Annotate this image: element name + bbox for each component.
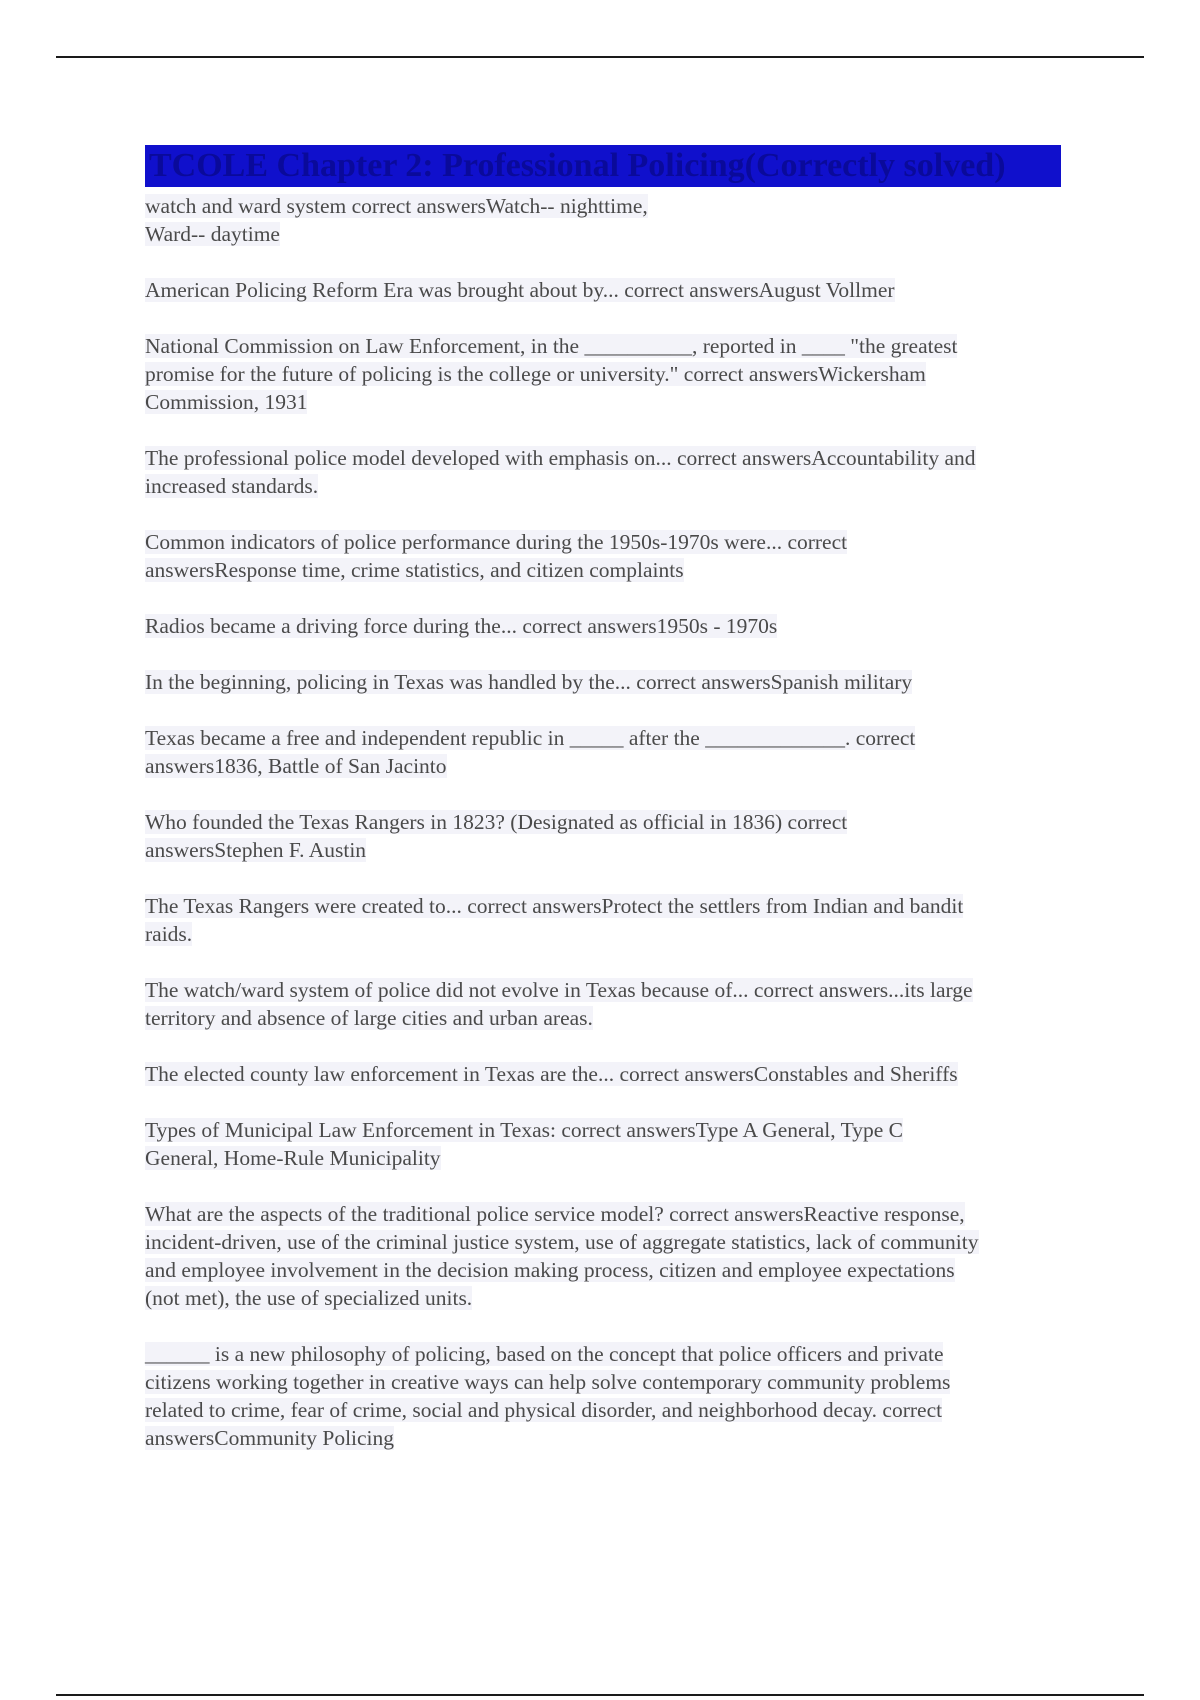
entry-line: answersCommunity Policing: [145, 1426, 395, 1450]
qa-entry: [145, 1340, 1085, 1452]
qa-entry: [145, 724, 1085, 780]
entry-line: ______ is a new philosophy of policing, based on the concept that police officers and private: [145, 1342, 944, 1366]
entry-line: territory and absence of large cities and urban areas.: [145, 1006, 593, 1030]
entry-line: The elected county law enforcement in Texas are the... correct answersConstables and Sheriffs: [145, 1062, 958, 1086]
qa-entry: [145, 528, 1085, 584]
document-title: TCOLE Chapter 2: Professional Policing(Correctly solved): [145, 145, 1061, 187]
qa-entry: [145, 192, 1085, 248]
entry-line: Commission, 1931: [145, 390, 308, 414]
qa-entry: [145, 612, 1085, 640]
entry-line: citizens working together in creative ways can help solve contemporary community problems: [145, 1370, 951, 1394]
entry-line: In the beginning, policing in Texas was handled by the... correct answersSpanish military: [145, 670, 913, 694]
entry-line: Types of Municipal Law Enforcement in Texas: correct answersType A General, Type C: [145, 1118, 903, 1142]
entry-line: incident-driven, use of the criminal justice system, use of aggregate statistics, lack of community: [145, 1230, 979, 1254]
entry-line: raids.: [145, 922, 193, 946]
qa-entry: [145, 976, 1085, 1032]
entry-line: promise for the future of policing is the college or university." correct answersWickersham: [145, 362, 926, 386]
entry-line: General, Home-Rule Municipality: [145, 1146, 441, 1170]
entry-line: answersResponse time, crime statistics, and citizen complaints: [145, 558, 684, 582]
qa-entry: [145, 1116, 1085, 1172]
entry-line: The professional police model developed with emphasis on... correct answersAccountability and: [145, 446, 976, 470]
entry-line: What are the aspects of the traditional police service model? correct answersReactive response,: [145, 1202, 965, 1226]
entry-line: Who founded the Texas Rangers in 1823? (Designated as official in 1836) correct: [145, 810, 848, 834]
qa-entry: [145, 444, 1085, 500]
qa-entry: [145, 668, 1085, 696]
entry-line: increased standards.: [145, 474, 319, 498]
entry-line: Common indicators of police performance during the 1950s-1970s were... correct: [145, 530, 848, 554]
entry-line: watch and ward system correct answersWatch-- nighttime,: [145, 194, 648, 218]
qa-entry: [145, 332, 1085, 416]
entry-line: American Policing Reform Era was brought about by... correct answersAugust Vollmer: [145, 278, 895, 302]
entry-line: and employee involvement in the decision making process, citizen and employee expectations: [145, 1258, 955, 1282]
qa-entry: [145, 808, 1085, 864]
entry-line: Radios became a driving force during the... correct answers1950s - 1970s: [145, 614, 778, 638]
entry-line: National Commission on Law Enforcement, in the __________, reported in ____ "the greatest: [145, 334, 958, 358]
bottom-rule: [56, 1694, 1144, 1696]
top-rule: [56, 56, 1144, 58]
entry-line: related to crime, fear of crime, social and physical disorder, and neighborhood decay. correct: [145, 1398, 943, 1422]
entry-line: answersStephen F. Austin: [145, 838, 367, 862]
entry-line: The watch/ward system of police did not evolve in Texas because of... correct answers...its large: [145, 978, 973, 1002]
qa-entry: [145, 276, 1085, 304]
qa-entry: [145, 892, 1085, 948]
entry-line: Texas became a free and independent republic in _____ after the _____________. correct: [145, 726, 916, 750]
document-body: [145, 145, 1085, 1480]
entry-line: answers1836, Battle of San Jacinto: [145, 754, 447, 778]
qa-entry: [145, 1200, 1085, 1312]
entry-line: The Texas Rangers were created to... correct answersProtect the settlers from Indian and bandit: [145, 894, 964, 918]
entry-line: Ward-- daytime: [145, 222, 280, 246]
entry-line: (not met), the use of specialized units.: [145, 1286, 473, 1310]
qa-entry: [145, 1060, 1085, 1088]
